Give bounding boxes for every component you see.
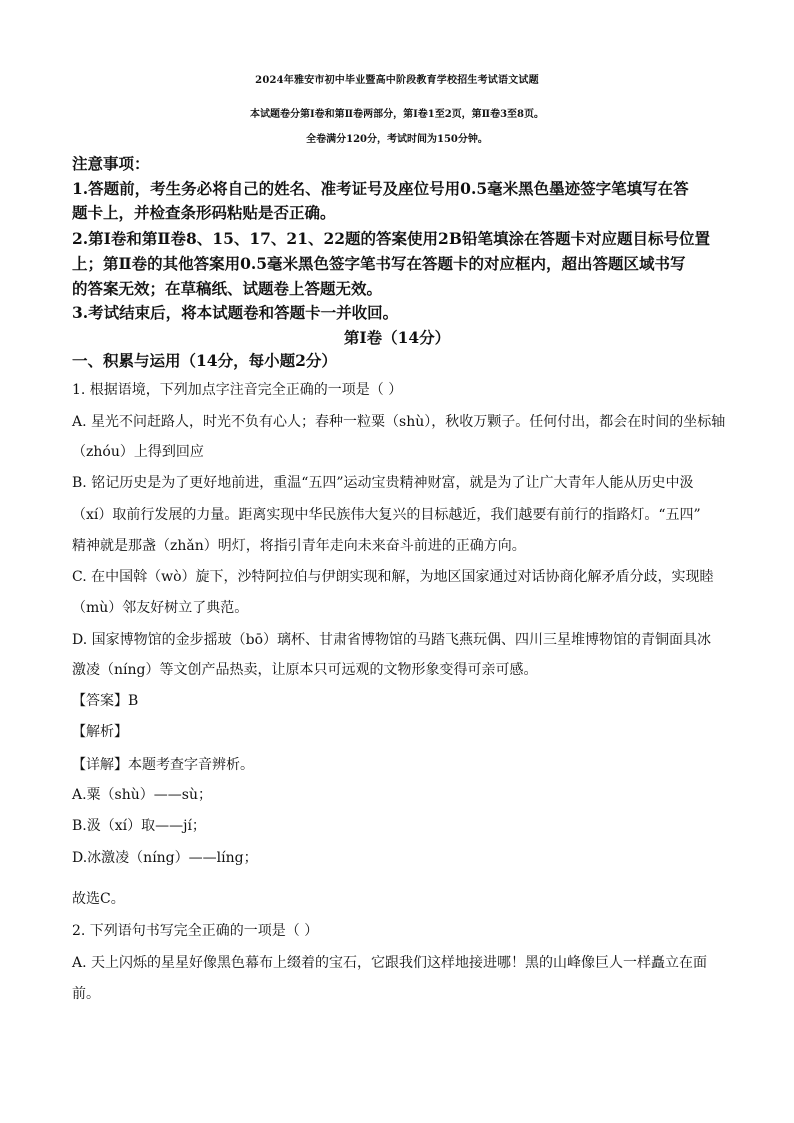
notice-heading: 注意事项： (72, 154, 150, 173)
notice-line-3: 2.第Ⅰ卷和第Ⅱ卷8、15、17、21、22题的答案使用2B铅笔填涂在答题卡对应题目标号位置 (72, 229, 710, 248)
q1-option-d-line1: D. 国家博物馆的金步摇玻（bō）璃杯、甘肃省博物馆的马踏飞燕玩偶、四川三星堆博物馆的青铜面具冰 (72, 632, 712, 648)
q1-explain-d: D.冰激凌（níng）——líng； (72, 850, 258, 866)
q1-option-b-line3: 精神就是那盏（zhǎn）明灯，将指引青年走向未来奋斗前进的正确方向。 (72, 538, 526, 554)
part1-heading: 第Ⅰ卷（14分） (343, 328, 451, 347)
exam-structure-note: 本试题卷分第Ⅰ卷和第Ⅱ卷两部分，第Ⅰ卷1至2页，第Ⅱ卷3至8页。 (249, 109, 545, 120)
q1-stem: 1. 根据语境，下列加点字注音完全正确的一项是（ ） (72, 382, 403, 398)
q1-option-b-line2: （xí）取前行发展的力量。距离实现中华民族伟大复兴的目标越近，我们越要有前行的指路灯。“五四” (72, 507, 701, 523)
q1-option-c-line2: （mù）邻友好树立了典范。 (72, 600, 249, 616)
notice-line-4: 上；第Ⅱ卷的其他答案用0.5毫米黑色签字笔书写在答题卡的对应框内，超出答题区域书写 (72, 254, 686, 273)
q1-option-d-line2: 激凌（níng）等文创产品热卖，让原本只可远观的文物形象变得可亲可感。 (72, 662, 538, 678)
q1-explain-a: A.粟（shù）——sù； (72, 787, 212, 803)
q1-conclusion: 故选C。 (72, 891, 125, 907)
notice-line-5: 的答案无效；在草稿纸、试题卷上答题无效。 (72, 279, 383, 298)
q1-detail (72, 754, 732, 776)
detail-text: 本题考查字音辨析。 (128, 757, 254, 773)
exam-title: 2024年雅安市初中毕业暨高中阶段教育学校招生考试语文试题 (255, 75, 539, 86)
q1-explain-b: B.汲（xí）取——jí； (72, 818, 206, 834)
q1-option-b-line1: B. 铭记历史是为了更好地前进，重温“五四”运动宝贵精神财富，就是为了让广大青年人能从历史中汲 (72, 475, 694, 491)
q1-analysis-label: 【解析】 (72, 724, 128, 740)
notice-line-6: 3.考试结束后，将本试题卷和答题卡一并收回。 (72, 303, 399, 322)
q1-option-a-line1: A. 星光不问赶路人，时光不负有心人；春种一粒粟（shù），秋收万颗子。任何付出，都会在时间的坐标轴 (72, 414, 726, 430)
q1-option-a-line2: （zhóu）上得到回应 (72, 444, 204, 460)
section-heading: 一、积累与运用（14分，每小题2分） (72, 351, 337, 370)
q2-option-a-line2: 前。 (72, 986, 100, 1002)
q2-stem: 2. 下列语句书写完全正确的一项是（ ） (72, 923, 319, 939)
answer-value: B (128, 693, 139, 709)
notice-line-1: 1.答题前，考生务必将自己的姓名、准考证号及座位号用0.5毫米黑色墨迹签字笔填写在答 (72, 179, 689, 198)
detail-label: 【详解】 (72, 757, 128, 773)
answer-label: 【答案】 (72, 693, 128, 709)
q1-answer (72, 690, 732, 712)
notice-line-2: 题卡上，并检查条形码粘贴是否正确。 (72, 203, 336, 222)
q1-option-c-line1: C. 在中国斡（wò）旋下，沙特阿拉伯与伊朗实现和解，为地区国家通过对话协商化解矛盾分歧，实现睦 (72, 569, 714, 585)
q2-option-a-line1: A. 天上闪烁的星星好像黑色幕布上缀着的宝石，它跟我们这样地接进哪！黑的山峰像巨人一样矗立在面 (72, 955, 708, 971)
exam-score-time: 全卷满分120分，考试时间为150分钟。 (306, 134, 488, 145)
